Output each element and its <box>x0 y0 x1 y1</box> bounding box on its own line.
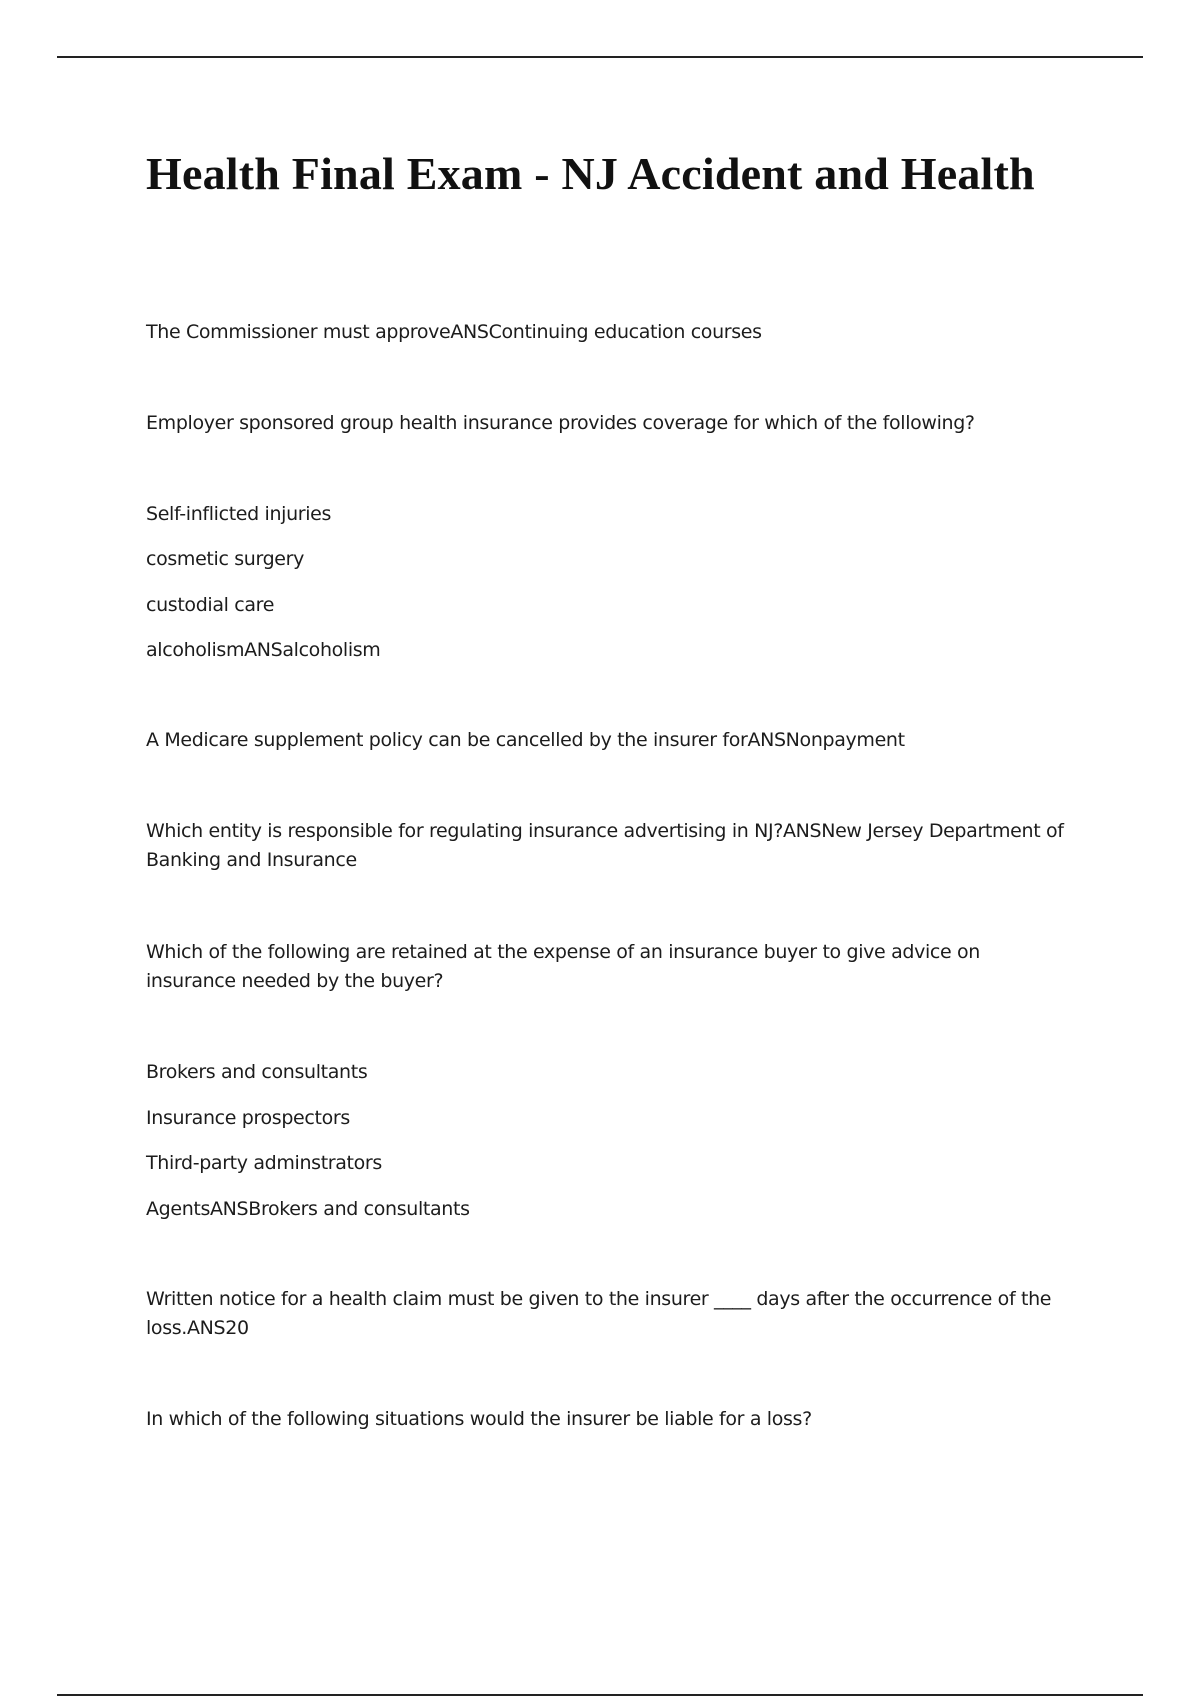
question-5-option-2: Insurance prospectors <box>146 1107 350 1129</box>
document-title: Health Final Exam - NJ Accident and Health <box>146 148 1035 199</box>
question-2-option-1: Self-inflicted injuries <box>146 503 332 525</box>
question-3: A Medicare supplement policy can be cancelled by the insurer forANSNonpayment <box>146 729 905 751</box>
question-1: The Commissioner must approveANSContinuing education courses <box>146 321 762 343</box>
question-2-option-3: custodial care <box>146 594 275 616</box>
question-2-option-4: alcoholismANSalcoholism <box>146 639 381 661</box>
question-6: Written notice for a health claim must be given to the insurer ____ days after the occurrence of the loss.ANS20 <box>146 1288 1052 1339</box>
question-5: Which of the following are retained at the expense of an insurance buyer to give advice on insurance needed by the buyer? <box>146 941 980 992</box>
question-5-option-3: Third-party adminstrators <box>146 1152 382 1174</box>
question-2-option-2: cosmetic surgery <box>146 548 305 570</box>
bottom-rule <box>57 1694 1143 1696</box>
question-2: Employer sponsored group health insurance provides coverage for which of the following? <box>146 412 975 434</box>
question-4: Which entity is responsible for regulating insurance advertising in NJ?ANSNew Jersey Department of Banking and Insurance <box>146 820 1064 871</box>
top-rule <box>57 56 1143 58</box>
question-7: In which of the following situations would the insurer be liable for a loss? <box>146 1408 812 1430</box>
question-5-option-4: AgentsANSBrokers and consultants <box>146 1198 470 1220</box>
question-5-option-1: Brokers and consultants <box>146 1061 368 1083</box>
